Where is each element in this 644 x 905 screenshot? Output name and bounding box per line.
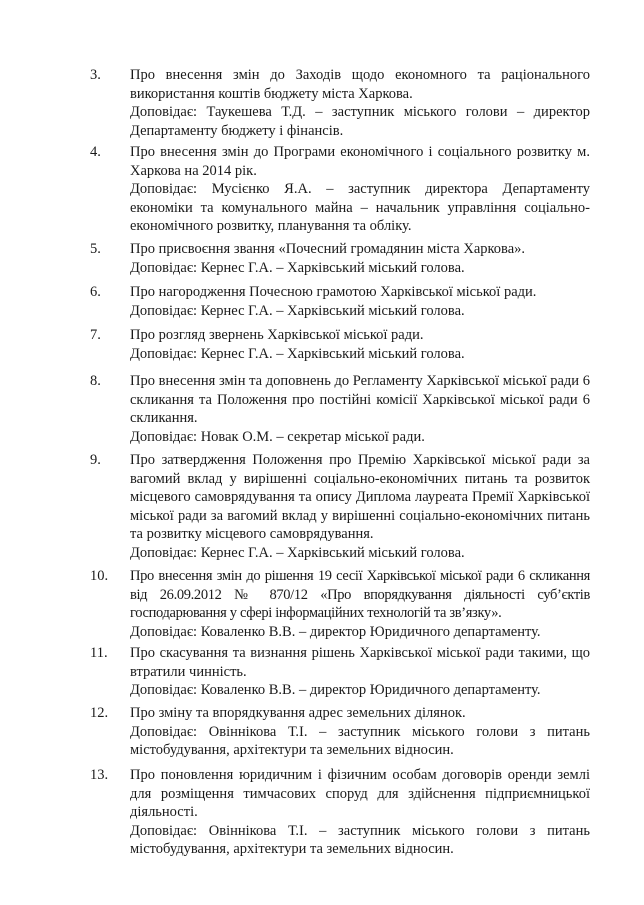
item-title: Про внесення змін до Заходів щодо економного та раціонального використання коштів бюджету міста Харкова. [130, 67, 590, 102]
item-body [130, 451, 590, 563]
item-speaker: Доповідає: Кернес Г.А. – Харківський міський голова. [130, 345, 465, 362]
item-body [130, 766, 590, 859]
item-number: 9. [90, 452, 101, 468]
item-speaker: Доповідає: Коваленко В.В. – директор Юридичного департаменту. [130, 682, 541, 699]
item-number: 13. [90, 767, 109, 783]
item-speaker: Доповідає: Мусієнко Я.А. – заступник директора Департаменту економіки та комунального майна – начальник управління соціально-економічного розвитку, планування та обліку. [130, 181, 590, 235]
item-title: Про зміну та впорядкування адрес земельних ділянок. [130, 705, 466, 721]
item-speaker: Доповідає: Кернес Г.А. – Харківський міський голова. [130, 302, 465, 319]
item-title: Про внесення змін до Програми економічного і соціального розвитку м. Харкова на 2014 рік. [130, 144, 590, 179]
item-title: Про нагородження Почесною грамотою Харківської міської ради. [130, 284, 537, 300]
item-number: 12. [90, 705, 109, 721]
item-title: Про внесення змін та доповнень до Регламенту Харківської міської ради 6 скликання та Положення про постійні комісії Харківської міської ради 6 скликання. [130, 373, 590, 427]
item-number: 10. [90, 568, 109, 584]
item-number: 8. [90, 373, 101, 389]
item-number: 3. [90, 67, 101, 83]
item-body [130, 704, 590, 760]
item-body [130, 644, 590, 700]
item-speaker: Доповідає: Овіннікова Т.І. – заступник міського голови з питань містобудування, архітектури та земельних відносин. [130, 723, 590, 759]
item-body [130, 372, 590, 446]
item-number: 4. [90, 144, 101, 160]
item-speaker: Доповідає: Коваленко В.В. – директор Юридичного департаменту. [130, 623, 541, 640]
item-body [130, 567, 590, 641]
item-body [130, 66, 590, 140]
item-title: Про присвоєння звання «Почесний громадянин міста Харкова». [130, 241, 526, 257]
item-number: 11. [90, 645, 108, 661]
item-body [130, 240, 590, 277]
item-speaker: Доповідає: Овіннікова Т.І. – заступник міського голови з питань містобудування, архітектури та земельних відносин. [130, 822, 590, 858]
item-title: Про затвердження Положення про Премію Харківської міської ради за вагомий вклад у вирішенні соціально-економічних питань та розвиток місцевого самоврядування та опису Диплома лауреата Премії Харківської міської ради за вагомий вклад у вирішенні соціально-економічних питань та розвитку місцевого самоврядування. [130, 452, 590, 543]
item-number: 5. [90, 241, 101, 257]
item-title: Про внесення змін до рішення 19 сесії Харківської міської ради 6 скликання від 26.09.2012 № 870/12 «Про впорядкування діяльності суб’єктів господарювання у сфері інформаційних технологій та зв’язку». [130, 568, 590, 622]
item-number: 7. [90, 327, 101, 343]
item-title: Про скасування та визнання рішень Харківської міської ради такими, що втратили чинність. [130, 645, 590, 680]
item-speaker: Доповідає: Кернес Г.А. – Харківський міський голова. [130, 259, 465, 276]
item-body [130, 143, 590, 236]
item-body [130, 283, 590, 320]
item-number: 6. [90, 284, 101, 300]
item-body [130, 326, 590, 363]
item-speaker: Доповідає: Новак О.М. – секретар міської ради. [130, 428, 425, 445]
item-speaker: Доповідає: Кернес Г.А. – Харківський міський голова. [130, 544, 465, 561]
item-speaker: Доповідає: Таукешева Т.Д. – заступник міського голови – директор Департаменту бюджету і фінансів. [130, 104, 590, 139]
item-title: Про розгляд звернень Харківської міської ради. [130, 327, 424, 343]
item-title: Про поновлення юридичним і фізичним особам договорів оренди землі для розміщення тимчасових споруд для здійснення підприємницької діяльності. [130, 767, 590, 821]
